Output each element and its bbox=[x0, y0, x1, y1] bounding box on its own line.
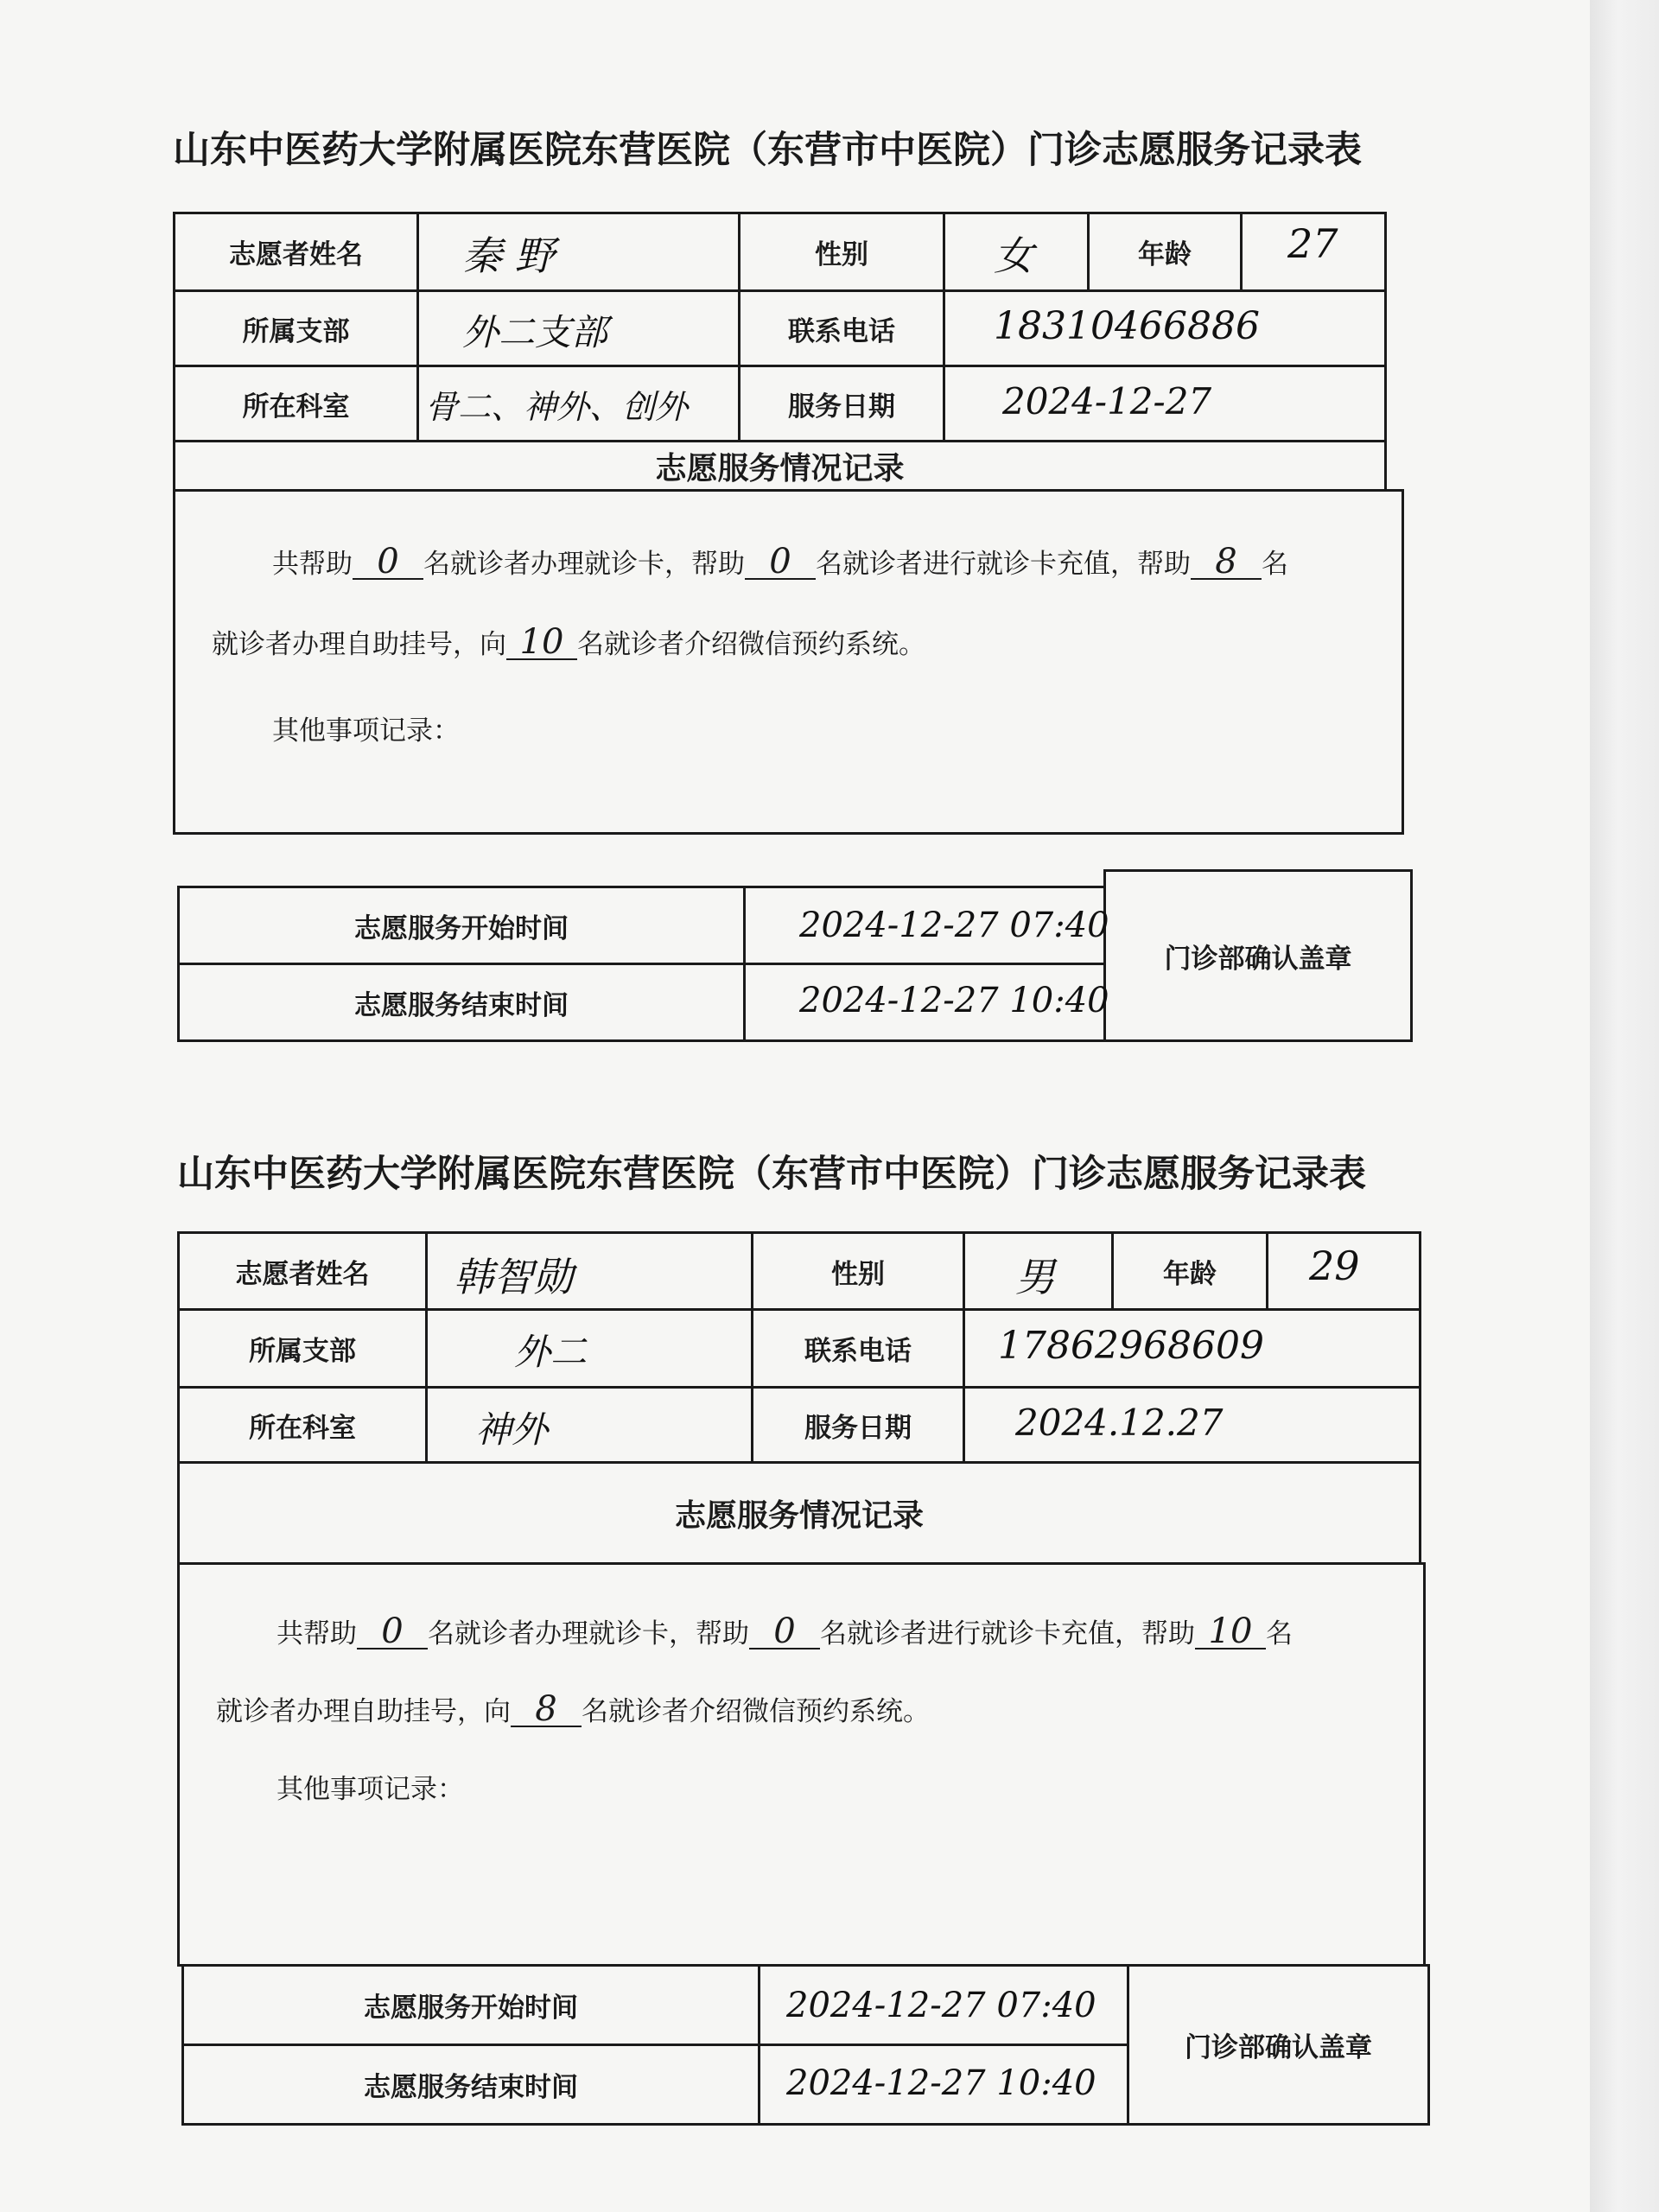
blank-cards-recharged[interactable]: 0 bbox=[745, 545, 816, 580]
hand-age: 27 bbox=[1287, 220, 1338, 267]
hand-department: 神外 bbox=[475, 1408, 549, 1451]
record-area bbox=[173, 489, 1404, 835]
blank-cards-recharged[interactable]: 0 bbox=[749, 1615, 820, 1649]
blank-self-registration[interactable]: 8 bbox=[1191, 545, 1262, 580]
section-header: 志愿服务情况记录 bbox=[173, 440, 1387, 492]
label-stamp: 门诊部确认盖章 bbox=[1103, 869, 1413, 1042]
text-wechat: 名就诊者介绍微信预约系统。 bbox=[582, 1696, 930, 1727]
label-end-time: 志愿服务结束时间 bbox=[177, 963, 746, 1042]
other-notes-label: 其他事项记录： bbox=[272, 715, 460, 747]
text-help: 共帮助 bbox=[276, 1618, 357, 1649]
hand-phone: 17862968609 bbox=[998, 1324, 1264, 1368]
sentence-line-2 bbox=[216, 1689, 930, 1728]
label-branch: 所属支部 bbox=[173, 289, 419, 367]
text-help: 共帮助 bbox=[272, 549, 353, 580]
label-gender: 性别 bbox=[751, 1231, 965, 1311]
label-service-date: 服务日期 bbox=[751, 1386, 965, 1464]
volunteer-form-2 bbox=[177, 1141, 1430, 2126]
text-recharge: 名就诊者进行就诊卡充值，帮助 bbox=[816, 549, 1191, 580]
label-start-time: 志愿服务开始时间 bbox=[177, 886, 746, 965]
label-end-time: 志愿服务结束时间 bbox=[181, 2044, 760, 2126]
label-age: 年龄 bbox=[1111, 1231, 1268, 1311]
sentence-line-2 bbox=[212, 622, 925, 661]
label-name: 志愿者姓名 bbox=[173, 212, 419, 292]
hand-gender: 女 bbox=[994, 232, 1033, 279]
label-gender: 性别 bbox=[738, 212, 945, 292]
blank-cards-issued[interactable]: 0 bbox=[353, 545, 423, 580]
hand-start-time: 2024-12-27 07:40 bbox=[786, 1986, 1096, 2025]
blank-wechat-intro[interactable]: 8 bbox=[511, 1693, 582, 1727]
hand-end-time: 2024-12-27 10:40 bbox=[786, 2063, 1096, 2103]
form-title: 山东中医药大学附属医院东营医院（东营市中医院）门诊志愿服务记录表 bbox=[173, 129, 1362, 172]
text-wechat: 名就诊者介绍微信预约系统。 bbox=[577, 629, 925, 660]
text-card-issue: 名就诊者办理就诊卡，帮助 bbox=[423, 549, 745, 580]
blank-wechat-intro[interactable]: 10 bbox=[506, 626, 577, 660]
text-ming: 名 bbox=[1262, 549, 1288, 580]
volunteer-form-1 bbox=[173, 112, 1417, 1046]
blank-cards-issued[interactable]: 0 bbox=[357, 1615, 428, 1649]
hand-service-date: 2024.12.27 bbox=[1015, 1402, 1224, 1444]
hand-branch: 外二支部 bbox=[462, 311, 608, 353]
text-recharge: 名就诊者进行就诊卡充值，帮助 bbox=[820, 1618, 1195, 1649]
label-start-time: 志愿服务开始时间 bbox=[181, 1964, 760, 2046]
hand-age: 29 bbox=[1309, 1243, 1360, 1289]
hand-start-time: 2024-12-27 07:40 bbox=[799, 906, 1109, 945]
label-phone: 联系电话 bbox=[738, 289, 945, 367]
hand-name: 秦 野 bbox=[462, 232, 555, 279]
sentence-line-1 bbox=[272, 542, 1288, 581]
hand-end-time: 2024-12-27 10:40 bbox=[799, 981, 1109, 1020]
other-notes-label: 其他事项记录： bbox=[276, 1774, 464, 1805]
hand-phone: 18310466886 bbox=[994, 304, 1260, 348]
hand-service-date: 2024-12-27 bbox=[1002, 380, 1212, 423]
label-department: 所在科室 bbox=[177, 1386, 428, 1464]
section-header: 志愿服务情况记录 bbox=[177, 1461, 1421, 1565]
text-ming: 名 bbox=[1266, 1618, 1293, 1649]
blank-self-registration[interactable]: 10 bbox=[1195, 1615, 1266, 1649]
label-service-date: 服务日期 bbox=[738, 365, 945, 442]
hand-name: 韩智勋 bbox=[454, 1254, 573, 1300]
text-self-reg: 就诊者办理自助挂号，向 bbox=[212, 629, 506, 660]
paper-edge bbox=[1590, 0, 1659, 2212]
label-name: 志愿者姓名 bbox=[177, 1231, 428, 1311]
label-phone: 联系电话 bbox=[751, 1308, 965, 1389]
label-age: 年龄 bbox=[1087, 212, 1243, 292]
hand-gender: 男 bbox=[1015, 1254, 1055, 1300]
text-card-issue: 名就诊者办理就诊卡，帮助 bbox=[428, 1618, 749, 1649]
value-department-cell[interactable] bbox=[425, 1386, 753, 1464]
text-self-reg: 就诊者办理自助挂号，向 bbox=[216, 1696, 511, 1727]
label-department: 所在科室 bbox=[173, 365, 419, 442]
label-branch: 所属支部 bbox=[177, 1308, 428, 1389]
hand-department: 骨二、神外、创外 bbox=[425, 388, 689, 426]
hand-branch: 外二 bbox=[514, 1331, 588, 1373]
label-stamp: 门诊部确认盖章 bbox=[1127, 1964, 1430, 2126]
value-branch-cell[interactable] bbox=[425, 1308, 753, 1389]
form-title: 山东中医药大学附属医院东营医院（东营市中医院）门诊志愿服务记录表 bbox=[177, 1153, 1366, 1196]
sentence-line-1 bbox=[276, 1611, 1293, 1650]
